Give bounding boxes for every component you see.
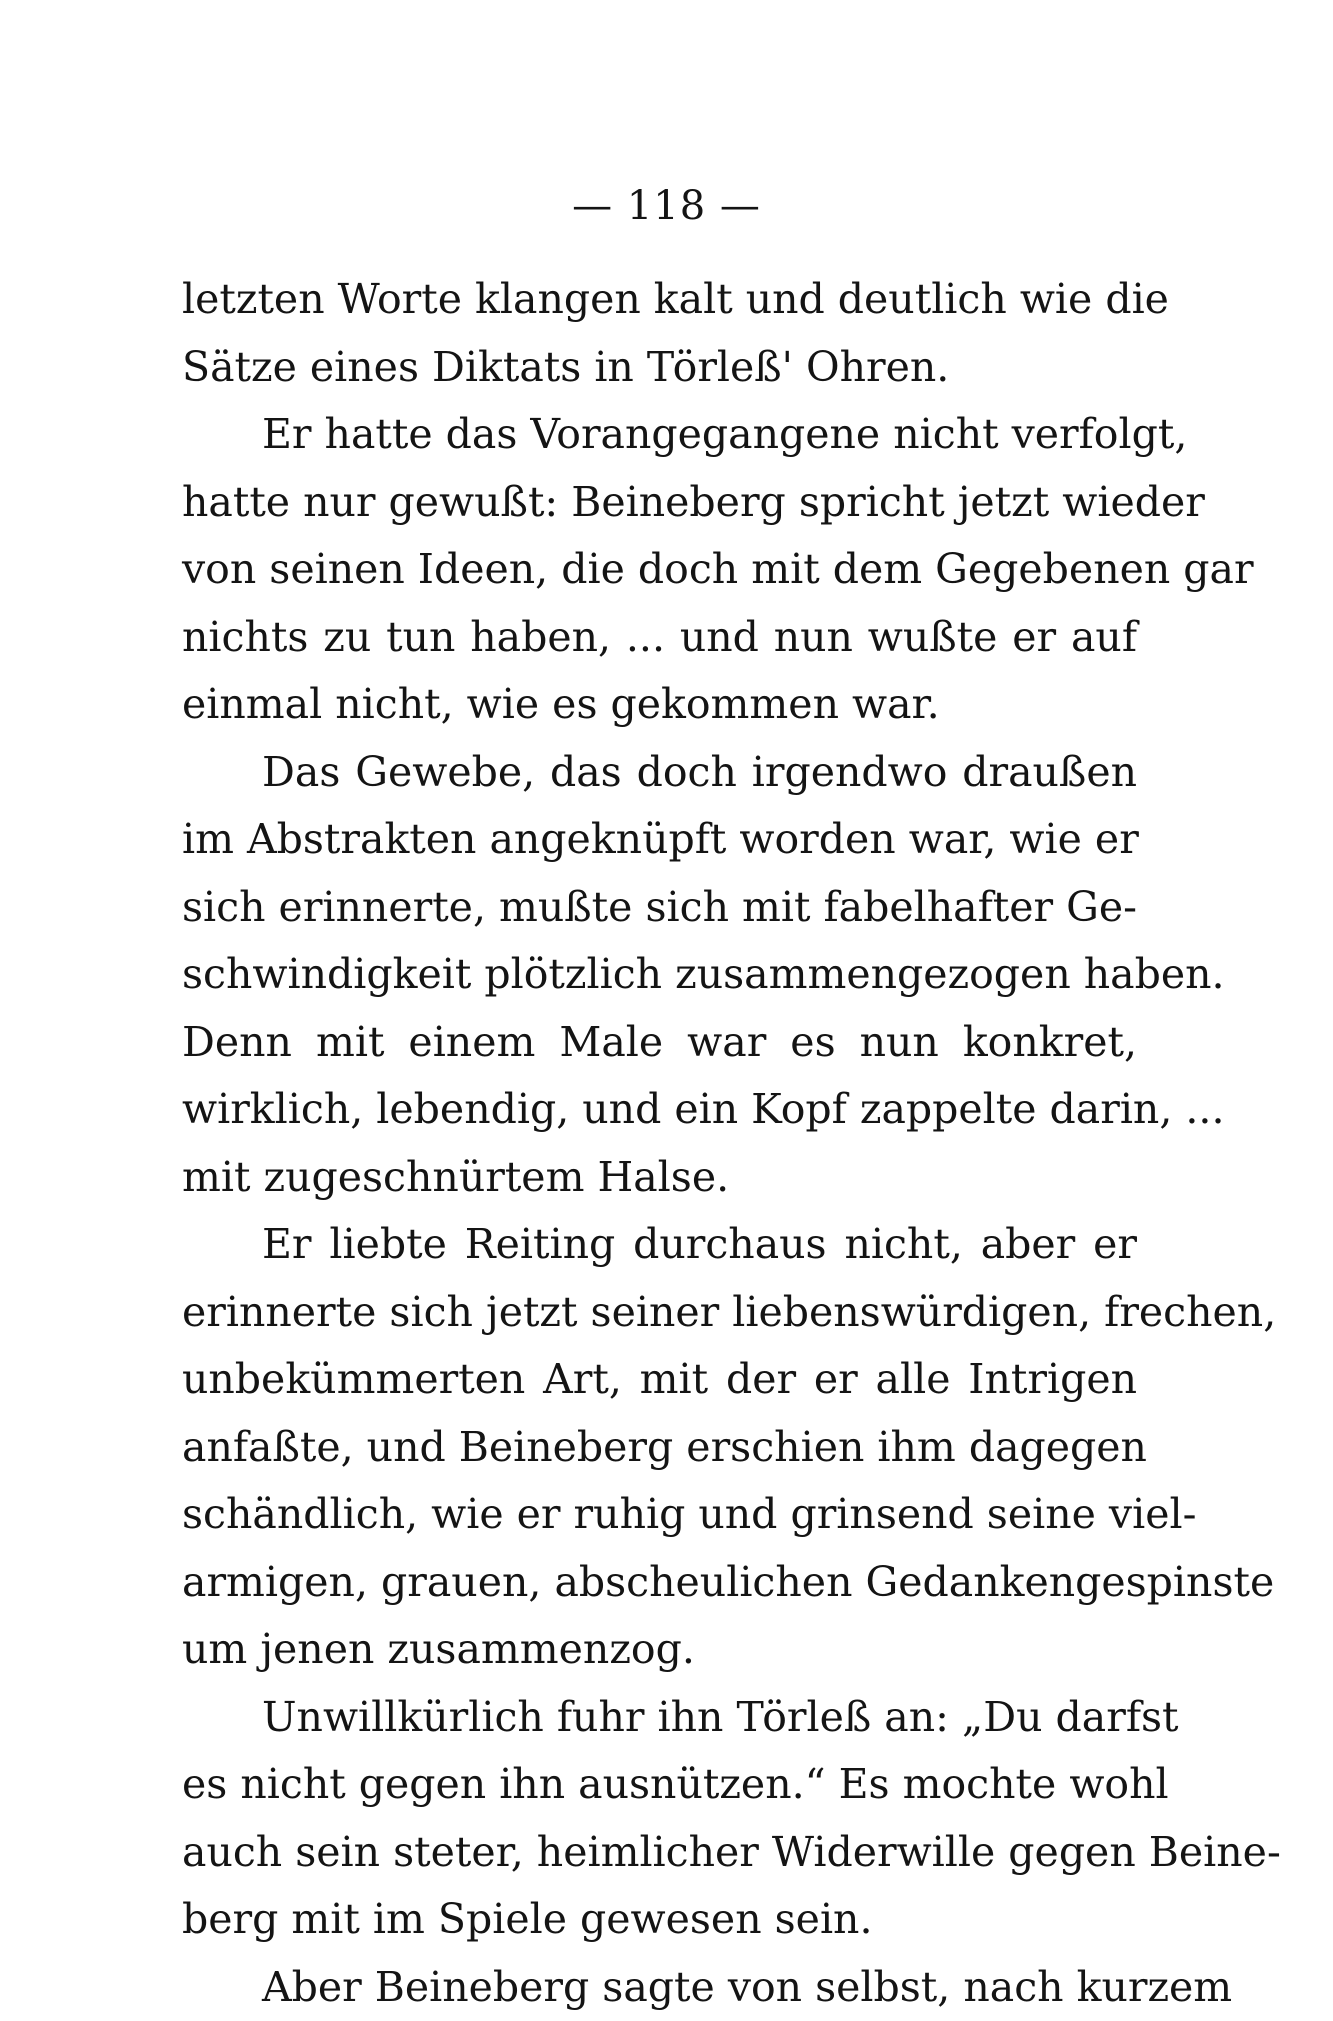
- text-line: anfaßte, und Beineberg erschien ihm dagegen: [182, 1414, 1137, 1482]
- text-line: schändlich, wie er ruhig und grinsend seine viel-: [182, 1481, 1137, 1549]
- text-line: Sätze eines Diktats in Törleß' Ohren.: [182, 334, 1137, 402]
- text-line: es nicht gegen ihn ausnützen.“ Es mochte wohl: [182, 1751, 1137, 1819]
- body-text: [182, 266, 1137, 2021]
- text-line: um jenen zusammenzog.: [182, 1616, 1137, 1684]
- text-line-paragraph-start: Er hatte das Vorangegangene nicht verfolgt,: [182, 401, 1137, 469]
- text-line: schwindigkeit plötzlich zusammengezogen haben.: [182, 941, 1137, 1009]
- text-line: berg mit im Spiele gewesen sein.: [182, 1886, 1137, 1954]
- text-line: letzten Worte klangen kalt und deutlich wie die: [182, 266, 1137, 334]
- text-line: nichts zu tun haben, ... und nun wußte er auf: [182, 604, 1137, 672]
- text-line-paragraph-start: Das Gewebe, das doch irgendwo draußen: [182, 739, 1137, 807]
- text-line: erinnerte sich jetzt seiner liebenswürdigen, frechen,: [182, 1279, 1137, 1347]
- text-line: wirklich, lebendig, und ein Kopf zappelte darin, ...: [182, 1076, 1137, 1144]
- text-line: mit zugeschnürtem Halse.: [182, 1144, 1137, 1212]
- text-line-paragraph-start: Unwillkürlich fuhr ihn Törleß an: „Du darfst: [182, 1684, 1137, 1752]
- text-line: sich erinnerte, mußte sich mit fabelhafter Ge-: [182, 874, 1137, 942]
- text-line-paragraph-start: Aber Beineberg sagte von selbst, nach kurzem: [182, 1954, 1137, 2021]
- text-line: hatte nur gewußt: Beineberg spricht jetzt wieder: [182, 469, 1137, 537]
- text-line: im Abstrakten angeknüpft worden war, wie er: [182, 806, 1137, 874]
- text-line: von seinen Ideen, die doch mit dem Gegebenen gar: [182, 536, 1137, 604]
- text-line: Denn mit einem Male war es nun konkret,: [182, 1009, 1137, 1077]
- text-line: auch sein steter, heimlicher Widerwille gegen Beine-: [182, 1819, 1137, 1887]
- text-line-paragraph-start: Er liebte Reiting durchaus nicht, aber er: [182, 1211, 1137, 1279]
- text-line: einmal nicht, wie es gekommen war.: [182, 671, 1137, 739]
- page-number: — 118 —: [0, 178, 1333, 234]
- text-line: unbekümmerten Art, mit der er alle Intrigen: [182, 1346, 1137, 1414]
- text-line: armigen, grauen, abscheulichen Gedankengespinste: [182, 1549, 1137, 1617]
